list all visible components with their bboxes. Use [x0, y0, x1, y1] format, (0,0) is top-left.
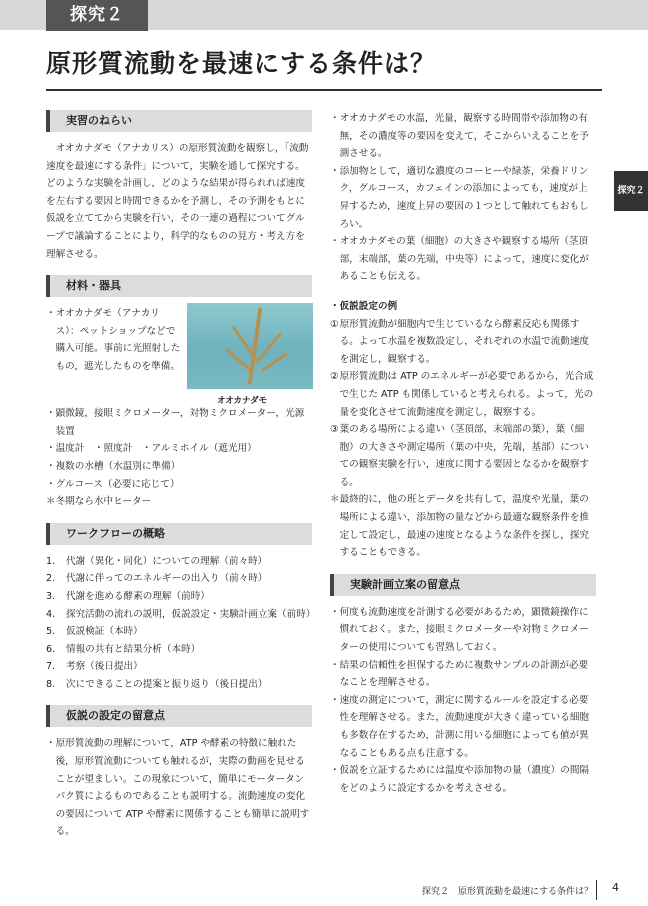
materials-photo-row: [46, 305, 312, 407]
footer-text: 探究２ 原形質流動を最速にする条件は？: [421, 887, 593, 897]
side-tab: 探究２: [614, 171, 648, 211]
plan-point: ・ 結果の信頼性を担保するために複数サンプルの計測が必要なことを理解させる。: [330, 659, 589, 689]
hypothesis-point: ・ 添加物として，適切な濃度のコーヒーや緑茶，栄養ドリンク，グルコース，カフェインの添加によっても，速度が上昇するため，速度上昇の要因の１つとして触れてもおもしろい。: [330, 165, 589, 230]
plan-point: ・ 何度も流動速度を計測する必要があるため，顕微鏡操作に慣れておく。また，接眼ミクロメーターや対物ミクロメーターの使用についても習熟しておく。: [330, 606, 589, 654]
left-column: [46, 110, 316, 841]
example-item: ③ 葉のある場所による違い（茎頂部，末端部の葉），葉（細胞）の大きさや測定場所（葉の中央，先端，基部）についての観察実験を行い，速度に関する要因となるかを観察する。: [330, 424, 590, 488]
materials-heading: 材料・器具: [46, 275, 312, 297]
example-item: ① 原形質流動が細胞内で生じているなら酵素反応も関係する。よって水温を複数設定し，それぞれの水温で流動速度を測定し，観察する。: [330, 318, 590, 365]
plan-heading: 実験計画立案の留意点: [330, 574, 596, 596]
photo-caption: オオカナダモ: [217, 396, 268, 407]
title-rule: [46, 89, 602, 91]
material-item: ・ グルコース（必要に応じて）: [46, 478, 180, 490]
hypothesis-point: ・ 原形質流動の理解について，ATP や酵素の特徴に触れた後，原形質流動についても触れるが，実際の動画を見せることが望ましい。この現象について，簡単にモータータンパク質によるものであることも説明する。流動速度の変化の要因について ATP や酵素に関係することも簡単に説明する。: [46, 738, 310, 838]
right-column: [330, 110, 596, 797]
example-item: ＊ 最終的に，他の班とデータを共有して，温度や光量，葉の場所による違い，添加物の量などから最適な観察条件を推定して設定し，最速の速度となるような条件を探し，探究することもできる。: [330, 494, 590, 559]
workflow-step: 1. 代謝（異化・同化）についての理解（前々時）: [46, 555, 268, 567]
workflow-step: 6. 情報の共有と結果分析（本時）: [46, 643, 201, 655]
example-item: ② 原形質流動は ATP のエネルギーが必要であるから，光合成で生じた ATP も関係していると考えられる。よって，光の量を変化させて流動速度を測定し，観察する。: [330, 371, 594, 418]
workflow-step: 3. 代謝を進める酵素の理解（前時）: [46, 590, 210, 602]
material-item: ・ オオカナダモ（アナカリス）：ペットショップなどで購入可能。事前に光照射したもの，遮光したものを準備。: [46, 308, 181, 372]
aims-heading: 実習のねらい: [46, 110, 312, 132]
page-number: 4: [612, 881, 619, 894]
plan-point: ・ 仮説を立証するためには温度や添加物の量（濃度）の間隔をどのように設定するかを考えさせる。: [330, 765, 590, 794]
workflow-step: 7. 考察（後日提出）: [46, 661, 143, 673]
examples-heading: ・仮説設定の例: [330, 300, 398, 312]
workflow-heading: ワークフローの概略: [46, 523, 312, 545]
workflow-step: 5. 仮説検証（本時）: [46, 626, 143, 638]
material-item: ・ 複数の水槽（水温別に準備）: [46, 460, 181, 472]
footer-separator: [596, 880, 597, 900]
plan-point: ・ 速度の測定について，測定に関するルールを設定する必要性を理解させる。また，流動速度が大きく違っている細胞も多数存在するため，計測に用いる細胞によっても値が異なることもある点も注意する。: [330, 694, 590, 759]
workflow-list: [46, 553, 316, 694]
hypothesis-point: ・ オオカナダモの葉（細胞）の大きさや観察する場所（茎頂部，末端部，葉の先端，中央等）によって，速度に変化があることも伝える。: [330, 236, 589, 283]
hypothesis-point: ・ オオカナダモの水温，光量，観察する時間帯や添加物の有無，その濃度等の要因を変えて，そこからいえることを予測させる。: [330, 113, 589, 160]
aims-text: オオカナダモ（アナカリス）の原形質流動を観察し，「流動速度を最速にする条件」について，実験を通して探究する。どのような実験を計画し，どのような結果が得られれば速度を左右する要因と時間できるかを予測し，その予測をもとに仮説を立ててから実験を行い，その一連の過程についてグループで議論することにより，科学的なものの見方・考え方を理解させる。: [46, 143, 309, 260]
elodea-photo: [187, 303, 313, 389]
workflow-step: 4. 探究活動の流れの説明，仮説設定・実験計画立案（前時）: [46, 608, 316, 620]
material-item: ・ 温度計 ・照度計 ・アルミホイル（遮光用）: [46, 443, 257, 455]
workflow-step: 8. 次にできることの提案と振り返り（後日提出）: [46, 678, 268, 690]
material-item: ・ 顕微鏡，接眼ミクロメーター，対物ミクロメーター，光源装置: [46, 408, 305, 437]
section-tag: 探究２: [46, 0, 148, 31]
workflow-step: 2. 代謝に伴ってのエネルギーの出入り（前々時）: [46, 573, 268, 585]
materials-note: ＊冬期なら水中ヒーター: [46, 496, 152, 508]
page-title: 原形質流動を最速にする条件は？: [46, 49, 437, 78]
hypothesis-heading: 仮説の設定の留意点: [46, 705, 312, 727]
